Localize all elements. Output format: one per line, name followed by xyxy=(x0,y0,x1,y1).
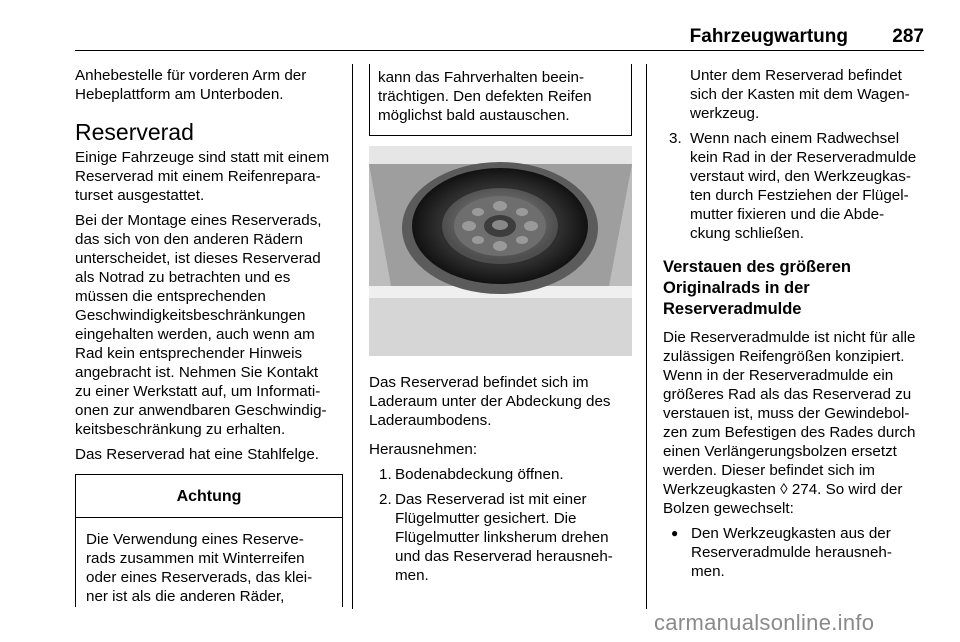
spare-wheel-illustration xyxy=(369,146,632,356)
paragraph-3: Das Reserverad hat eine Stahlfelge. xyxy=(75,446,319,463)
subsection-heading: Verstauen des größeren Originalrads in der Reserveradmulde xyxy=(663,258,851,318)
paragraph-2: Bei der Montage eines Reserverads, das sich von den anderen Rädern unterscheidet, ist dieses Reserverad als Notrad zu betrachten und es müssen die entsprechenden Geschwindigkeitsbeschränkungen eingehalten werden, auch wenn am Rad kein entsprechender Hinweis angebracht ist. Nehmen Sie Kontakt zu einer Werkstatt auf, um Informati- onen zur anwendbaren Geschwindig- keitsbeschränkung zu erhalten. xyxy=(75,212,327,438)
step-1-number: 1. xyxy=(379,466,392,483)
page-reference-line: Werkzeugkasten ◊ 274. So wird der xyxy=(663,481,903,498)
header-rule xyxy=(75,50,924,51)
header-title: Fahrzeugwartung xyxy=(689,26,848,47)
column-3 xyxy=(663,66,928,581)
bullet-item: ● Den Werkzeugkasten aus der Reserveradmulde herausneh- men. xyxy=(671,525,892,580)
step-3-number: 3. xyxy=(669,130,682,147)
bullet-icon: ● xyxy=(671,526,679,540)
storage-paragraph: Die Reserveradmulde ist nicht für alle zulässigen Reifengrößen konzipiert. Wenn in der Reserveradmulde ein größeres Rad als das Reserverad zu verstauen ist, muss der Gewindebol- zen zum Befestigen des Rades durch einen Verlängerungsbolzen ersetzt werden. Dieser befindet sich im Werkzeugkasten ◊ 274. So wird der Bolzen gewechselt: xyxy=(663,328,928,518)
column-divider-1 xyxy=(352,64,353,609)
page-reference-link[interactable]: 274. So wird der xyxy=(791,481,903,498)
step-3: 3. Wenn nach einem Radwechsel kein Rad in der Reserveradmulde verstaut wird, den Werkzeugkas- ten durch Festziehen der Flügel- mutter fixieren und die Abde- ckung schließen. xyxy=(669,130,917,242)
watermark: carmanualsonline.info xyxy=(654,610,875,635)
step-2: 2. Das Reserverad ist mit einer Flügelmutter gesichert. Die Flügelmutter linksherum drehen und das Reserverad herausneh- men. xyxy=(379,491,613,584)
column-2 xyxy=(369,64,634,136)
warning-body: Die Verwendung eines Reserve- rads zusammen mit Winterreifen oder eines Reserverads, das klei- ner ist als die anderen Räder, xyxy=(86,531,313,605)
step-1: 1. Bodenabdeckung öffnen. xyxy=(379,466,564,483)
remove-label: Herausnehmen: xyxy=(369,441,478,458)
page-header xyxy=(0,26,924,50)
step-2-continued: Unter dem Reserverad befindet sich der Kasten mit dem Wagen- werkzeug. xyxy=(690,67,910,122)
spare-wheel-photo xyxy=(369,146,632,356)
intro-paragraph: Anhebestelle für vorderen Arm der Hebeplattform am Unterboden. xyxy=(75,67,307,103)
page-number: 287 xyxy=(892,26,924,47)
warning-box xyxy=(75,474,343,607)
column-1 xyxy=(75,66,345,607)
step-2-number: 2. xyxy=(379,491,392,508)
paragraph-1: Einige Fahrzeuge sind statt mit einem Reserverad mit einem Reifenrepara- turset ausgestattet. xyxy=(75,149,330,204)
column-divider-2 xyxy=(646,64,647,609)
column-2-lower xyxy=(369,373,634,585)
warning-title: Achtung xyxy=(76,475,342,518)
section-heading-reserverad: Reserverad xyxy=(75,119,194,145)
photo-caption: Das Reserverad befindet sich im Laderaum unter der Abdeckung des Laderaumbodens. xyxy=(369,374,611,429)
warning-box-continued: kann das Fahrverhalten beein- trächtigen. Den defekten Reifen möglichst bald austauschen. xyxy=(369,64,632,136)
page-reference-icon[interactable]: ◊ xyxy=(780,481,788,498)
